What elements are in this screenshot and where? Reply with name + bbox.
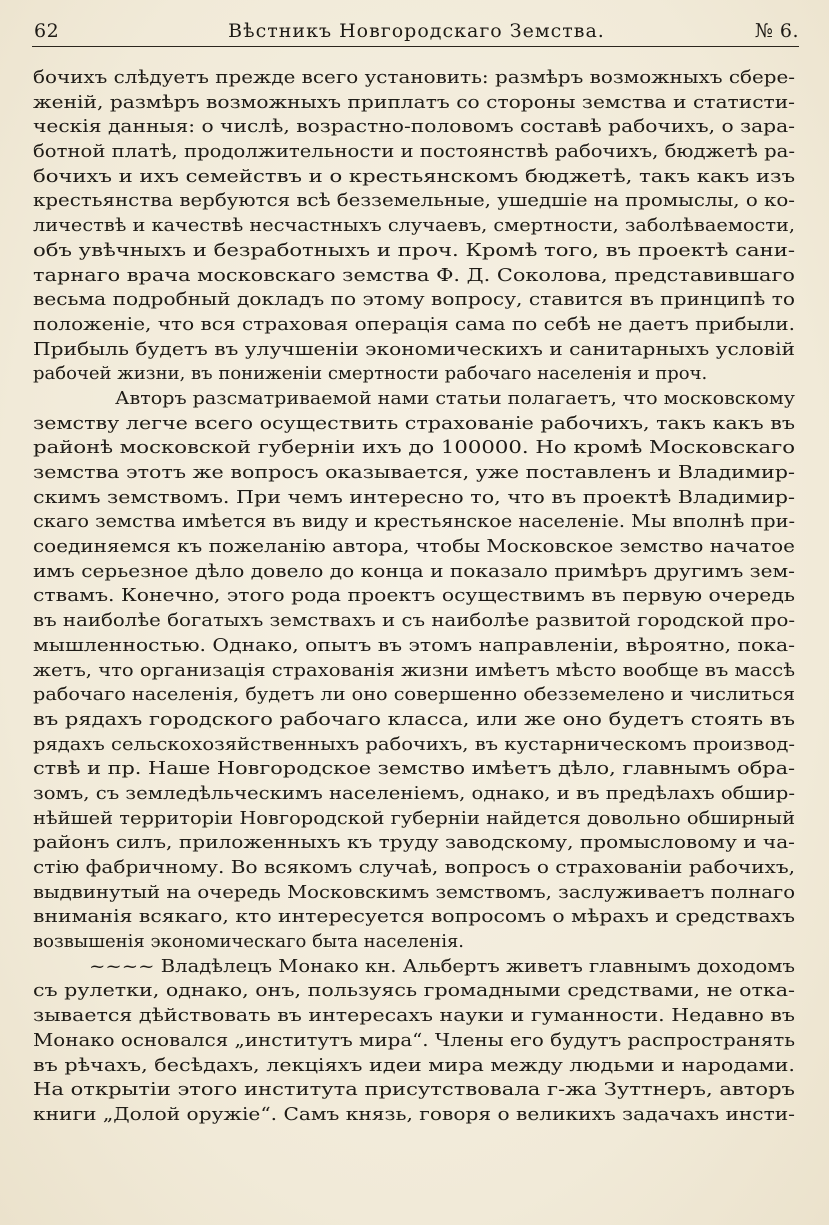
text-line — [33, 930, 795, 955]
text-line — [33, 708, 795, 733]
text-line — [33, 1054, 795, 1079]
text-line-content: ~~~~ Владѣлецъ Монако кн. Альбертъ живетъ главнымъ доходомъ — [89, 955, 795, 977]
text-line — [33, 239, 795, 264]
text-line — [33, 486, 795, 511]
text-line-content: положеніе, что вся страховая операція сама по себѣ не даетъ прибыли. — [33, 313, 796, 335]
text-line-content: рядахъ сельскохозяйственныхъ рабочихъ, въ кустарническомъ производ- — [33, 733, 796, 755]
text-line — [33, 189, 795, 214]
text-line — [33, 634, 795, 659]
text-line-content: зомъ, съ земледѣльческимъ населеніемъ, однако, и въ предѣлахъ обшир- — [33, 782, 795, 804]
text-line-content: въ наиболѣе богатыхъ земствахъ и съ наиболѣе развитой городской про- — [33, 610, 795, 632]
text-line-content: выдвинутый на очередь Московскимъ земствомъ, заслуживаетъ полнаго — [33, 881, 796, 903]
text-line-content: нѣйшей территоріи Новгородской губерніи найдется довольно обширный — [33, 807, 796, 829]
text-line-content: бочихъ слѣдуетъ прежде всего установить: размѣръ возможныхъ сбере- — [33, 67, 796, 88]
text-line-content: зывается дѣйствовать въ интересахъ науки и гуманности. Недавно въ — [33, 1005, 795, 1027]
text-line-content: личествѣ и качествѣ несчастныхъ случаевъ, смертности, заболѣваемости, — [33, 215, 796, 237]
running-head — [34, 20, 799, 46]
text-line — [33, 1029, 795, 1054]
text-line — [33, 881, 795, 906]
text-line — [33, 609, 795, 634]
text-line — [33, 288, 795, 313]
text-line-content: бочихъ и ихъ семействъ и о крестьянскомъ бюджетѣ, такъ какъ изъ — [33, 165, 796, 187]
text-line — [33, 66, 795, 91]
text-line-content: жетъ, что организація страхованія жизни имѣетъ мѣсто вообще въ массѣ — [33, 659, 796, 681]
text-line — [33, 535, 795, 560]
text-line — [33, 436, 795, 461]
text-line-content: ствамъ. Конечно, этого рода проектъ осуществимъ въ первую очередь — [33, 585, 795, 607]
text-line — [33, 955, 795, 980]
text-line-content: рабочей жизни, въ пониженіи смертности рабочаго населенія и проч. — [33, 363, 708, 385]
text-line-content: книги „Долой оружіе“. Самъ князь, говоря о великихъ задачахъ инсти- — [33, 1103, 795, 1125]
text-line-content: ствѣ и пр. Наше Новгородское земство имѣетъ дѣло, главнымъ обра- — [33, 758, 796, 780]
text-line — [33, 584, 795, 609]
text-line — [33, 1103, 795, 1128]
text-line — [33, 140, 795, 165]
text-line-content: соединяемся къ пожеланію автора, чтобы Московское земство начатое — [33, 536, 795, 558]
text-line — [33, 683, 795, 708]
text-line-content: районѣ московской губерніи ихъ до 100000. Но кромѣ Московскаго — [33, 437, 796, 459]
page-number: 62 — [34, 20, 60, 42]
text-line — [33, 782, 795, 807]
text-line-content: стію фабричному. Во всякомъ случаѣ, вопросъ о страхованіи рабочихъ, — [33, 857, 796, 878]
text-line-content: скаго земства имѣется въ виду и крестьянское населеніе. Мы вполнѣ при- — [33, 511, 795, 533]
text-line-content: Прибыль будетъ въ улучшеніи экономическихъ и санитарныхъ условій — [33, 338, 795, 360]
text-line-content: районъ силъ, приложенныхъ къ труду заводскому, промысловому и ча- — [33, 832, 795, 854]
text-line-content: скимъ земствомъ. При чемъ интересно то, что въ проектѣ Владимир- — [33, 486, 795, 508]
journal-title: Вѣстникъ Новгородскаго Земства. — [228, 20, 605, 42]
text-line — [33, 214, 795, 239]
text-line — [33, 807, 795, 832]
text-line-content: На открытіи этого института присутствовала г-жа Зуттнеръ, авторъ — [33, 1079, 795, 1101]
text-line-content: вниманія всякаго, кто интересуется вопросомъ о мѣрахъ и средствахъ — [33, 906, 796, 928]
text-line — [33, 387, 795, 412]
text-line-content: Авторъ разсматриваемой нами статьи полагаетъ, что московскому — [115, 387, 795, 409]
text-line — [33, 979, 795, 1004]
text-line — [33, 165, 795, 190]
issue-number: № 6. — [754, 20, 799, 42]
text-line-content: крестьянства вербуются всѣ безземельные, ушедшіе на промыслы, о ко- — [33, 190, 795, 212]
text-line-content: объ увѣчныхъ и безработныхъ и проч. Кромѣ того, въ проектѣ сани- — [33, 239, 795, 261]
text-line-content: въ рядахъ городского рабочаго класса, или же оно будетъ стоять въ — [33, 708, 795, 730]
text-line — [33, 757, 795, 782]
text-line-content: ческія данныя: о числѣ, возрастно-половомъ составѣ рабочихъ, о зара- — [33, 116, 795, 138]
text-line — [33, 338, 795, 363]
text-line-content: въ рѣчахъ, бесѣдахъ, лекціяхъ идеи мира между людьми и народами. — [33, 1054, 796, 1076]
text-line-content: мышленностью. Однако, опытъ въ этомъ направленіи, вѣроятно, пока- — [33, 634, 795, 656]
body-text — [33, 66, 795, 1128]
text-line — [33, 91, 795, 116]
text-line — [33, 659, 795, 684]
text-line-content: возвышенія экономическаго быта населенія. — [33, 931, 465, 953]
text-line — [33, 831, 795, 856]
text-line — [33, 905, 795, 930]
text-line — [33, 313, 795, 338]
text-line — [33, 115, 795, 140]
text-line-content: земству легче всего осуществить страхованіе рабочихъ, такъ какъ въ — [33, 412, 796, 434]
text-line-content: рабочаго населенія, будетъ ли оно совершенно обезземелено и числиться — [33, 684, 796, 706]
text-line — [33, 733, 795, 758]
text-line — [33, 412, 795, 437]
text-line-content: имъ серьезное дѣло довело до конца и показало примѣръ другимъ зем- — [33, 560, 795, 582]
text-line — [33, 1004, 795, 1029]
text-line-content: тарнаго врача московскаго земства Ф. Д. Соколова, представившаго — [33, 264, 795, 286]
text-line-content: Монако основался „институтъ мира“. Члены его будутъ распространять — [33, 1029, 795, 1051]
text-line — [33, 510, 795, 535]
text-line-content: женій, размѣръ возможныхъ приплатъ со стороны земства и статисти- — [33, 91, 796, 113]
text-line — [33, 856, 795, 881]
header-rule — [32, 46, 799, 47]
text-line — [33, 560, 795, 585]
text-line-content: весьма подробный докладъ по этому вопросу, ставится въ принципѣ то — [33, 289, 796, 311]
text-line — [33, 1078, 795, 1103]
text-line — [33, 461, 795, 486]
text-line — [33, 264, 795, 289]
text-line-content: ботной платѣ, продолжительности и постоянствѣ рабочихъ, бюджетѣ ра- — [33, 141, 795, 163]
text-line-content: земства этотъ же вопросъ оказывается, уже поставленъ и Владимир- — [33, 462, 795, 483]
text-line — [33, 362, 795, 387]
text-line-content: съ рулетки, однако, онъ, пользуясь громадными средствами, не отка- — [33, 980, 795, 1002]
